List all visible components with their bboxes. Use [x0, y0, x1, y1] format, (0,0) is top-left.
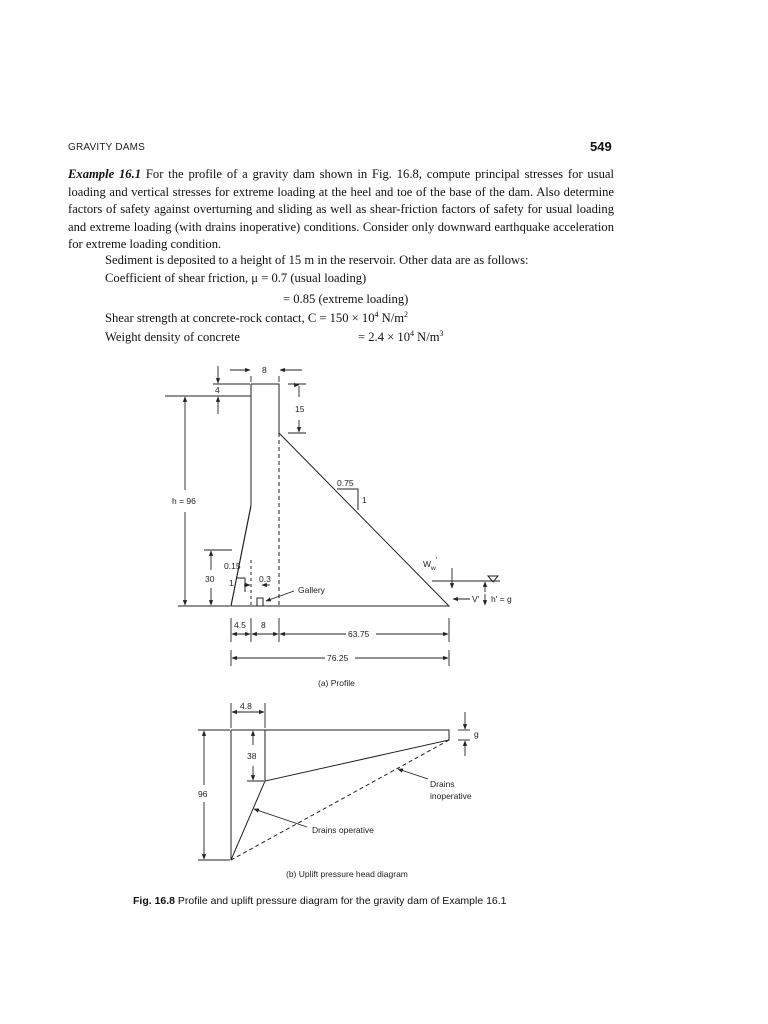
- uplift-labels: [198, 701, 479, 879]
- density-value: = 2.4 × 10: [358, 330, 410, 344]
- profile-dimensions: [178, 366, 485, 666]
- shear-strength-label: Shear strength at concrete-rock contact,: [105, 311, 308, 325]
- dim-38: 38: [247, 751, 257, 761]
- dim-slope-v: 1: [362, 495, 367, 505]
- dim-slope-h: 0.75: [337, 478, 354, 488]
- dim-heel-slope-v: 1: [229, 578, 234, 588]
- dim-76-25: 76.25: [327, 653, 349, 663]
- dim-g: g: [474, 729, 479, 739]
- dim-top-width: 8: [262, 365, 267, 375]
- figure-caption: [133, 895, 507, 907]
- drains-operative-line: [231, 740, 449, 860]
- shear-strength-value: C = 150 × 10: [307, 311, 375, 325]
- dim-height: h = 96: [172, 496, 196, 506]
- page-number: 549: [590, 139, 612, 154]
- dim-freeboard: 4: [215, 385, 220, 395]
- dim-4-8: 4.8: [240, 701, 252, 711]
- dim-heel-slope-h: 0.15: [224, 561, 241, 571]
- shear-strength-unit-exp: 2: [404, 309, 409, 319]
- uplift-diagram: [231, 730, 449, 860]
- dim-30: 30: [205, 574, 215, 584]
- profile-caption: (a) Profile: [318, 678, 355, 688]
- figure-label: Fig. 16.8: [133, 895, 176, 907]
- slope-triangle: [337, 489, 358, 510]
- uplift-caption: (b) Uplift pressure head diagram: [286, 869, 408, 879]
- dam-profile: [165, 384, 500, 606]
- uplift-outline: [231, 730, 449, 860]
- dam-outline: [231, 384, 449, 606]
- density-label: Weight density of concrete: [105, 330, 241, 344]
- shear-friction-line: Coefficient of shear friction, μ = 0.7 (usual loading): [105, 271, 367, 285]
- dim-96: 96: [198, 789, 208, 799]
- shear-friction-extreme: = 0.85 (extreme loading): [283, 292, 409, 306]
- figure-caption-text: Profile and uplift pressure diagram for the gravity dam of Example 16.1: [175, 895, 507, 907]
- h-prime-label: h' = g: [491, 594, 512, 604]
- drains-operative-label: Drains operative: [312, 825, 374, 835]
- shear-strength-unit: N/m: [378, 311, 405, 325]
- heel-slope-triangle: [236, 578, 245, 592]
- running-header: GRAVITY DAMS: [68, 142, 146, 153]
- v-prime-label: V': [472, 594, 480, 604]
- dim-15: 15: [295, 404, 305, 414]
- drains-inoperative-line2: inoperative: [430, 791, 472, 801]
- density-unit-exp: 3: [439, 328, 444, 338]
- ww-label: $W_w'$: [423, 557, 438, 572]
- example-text: For the profile of a gravity dam shown in Fig. 16.8, compute principal stresses for usual loading and vertical stresses for extreme loading at the heel and toe of the base of the dam. Also determine factors of safety against overturning and sliding as well as shear-friction factors of safety for usual loading and extreme loading (with drains inoperative) conditions. Consider only downward earthquake acceleration for extreme loading condition.: [68, 167, 614, 252]
- dim-63-75: 63.75: [348, 629, 370, 639]
- example-label: Example 16.1: [68, 167, 142, 181]
- heel-slope-line: [231, 506, 251, 606]
- sediment-line: Sediment is deposited to a height of 15 m in the reservoir. Other data are as follows:: [105, 253, 529, 267]
- density-unit: N/m: [414, 330, 440, 344]
- density-exp: 4: [410, 328, 414, 338]
- dim-4-5: 4.5: [234, 620, 246, 630]
- gallery-box: [257, 598, 263, 606]
- dim-8b: 8: [261, 620, 266, 630]
- shear-strength-exp: 4: [374, 309, 379, 319]
- profile-labels: [172, 365, 512, 688]
- gallery-label: Gallery: [298, 585, 325, 595]
- drains-inoperative-line1: Drains: [430, 779, 455, 789]
- dim-0-3: 0.3: [259, 574, 271, 584]
